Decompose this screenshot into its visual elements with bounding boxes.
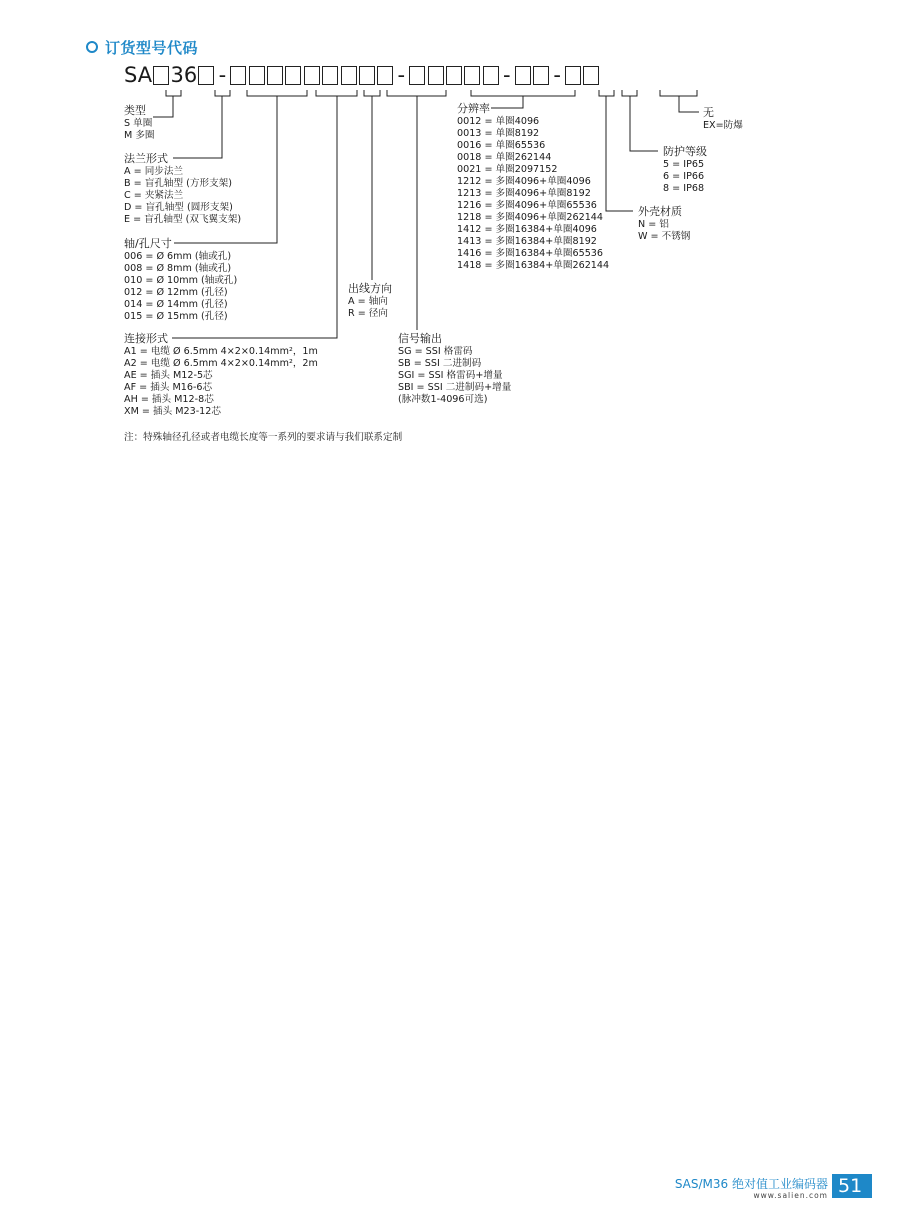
group-heading: 防护等级: [663, 145, 707, 158]
bracket-outlet: [364, 90, 380, 96]
bracket-flange: [215, 90, 230, 96]
group-item: A2 = 电缆 Ø 6.5mm 4×2×0.14mm²，2m: [124, 358, 318, 369]
group-item: 006 = Ø 6mm (轴或孔): [124, 251, 232, 262]
leader-housing: [606, 96, 633, 211]
group-item: 6 = IP66: [663, 171, 705, 182]
group-item: 1218 = 多圈4096+单圈262144: [457, 212, 604, 223]
bracket-type: [166, 90, 181, 96]
group-item: D = 盲孔轴型 (圆形支架): [124, 202, 233, 213]
group-heading: 信号输出: [398, 332, 442, 345]
group-item: N = 铝: [638, 219, 669, 230]
group-item: 012 = Ø 12mm (孔径): [124, 287, 228, 298]
group-item: A = 轴向: [348, 296, 388, 307]
group-item: 015 = Ø 15mm (孔径): [124, 311, 228, 322]
group-item: AH = 插头 M12-8芯: [124, 394, 214, 405]
group-heading: 轴/孔尺寸: [124, 237, 172, 250]
group-item: 1213 = 多圈4096+单圈8192: [457, 188, 591, 199]
group-item: A1 = 电缆 Ø 6.5mm 4×2×0.14mm²，1m: [124, 346, 318, 357]
bracket-shaft: [247, 90, 307, 96]
bracket-resolution: [471, 90, 575, 96]
group-item: 0021 = 单圈2097152: [457, 164, 558, 175]
group-item: W = 不锈钢: [638, 231, 691, 242]
group-protection: [663, 145, 707, 195]
group-item: B = 盲孔轴型 (方形支架): [124, 178, 233, 189]
group-item: 014 = Ø 14mm (孔径): [124, 299, 228, 310]
leader-protection: [630, 96, 658, 151]
code-dash: -: [553, 63, 561, 87]
group-housing: [638, 205, 690, 243]
group-heading: 法兰形式: [124, 152, 168, 165]
leader-flange: [173, 96, 222, 158]
group-item: SBI = SSI 二进制码+增量: [398, 382, 512, 393]
group-item: XM = 插头 M23-12芯: [124, 406, 221, 417]
group-heading: 类型: [124, 104, 146, 117]
group-item: AF = 插头 M16-6芯: [124, 382, 213, 393]
group-item: M 多圈: [124, 130, 155, 141]
group-item: 8 = IP68: [663, 183, 705, 194]
group-item: 1416 = 多圈16384+单圈65536: [457, 248, 604, 259]
group-heading: 出线方向: [348, 282, 392, 295]
code-prefix: SA: [124, 63, 153, 87]
group-item: R = 径向: [348, 308, 388, 319]
group-item: E = 盲孔轴型 (双飞翼支架): [124, 214, 242, 225]
group-item: 1413 = 多圈16384+单圈8192: [457, 236, 597, 247]
section-title: 订货型号代码: [105, 38, 199, 57]
group-heading: 分辨率: [457, 102, 490, 115]
footer-title: SAS/M36 绝对值工业编码器: [674, 1177, 828, 1191]
bracket-housing: [599, 90, 614, 96]
footer-url: www.salien.com: [753, 1191, 828, 1200]
group-item: S 单圈: [124, 118, 153, 129]
group-item: 0018 = 单圈262144: [457, 152, 552, 163]
bracket-signal: [387, 90, 446, 96]
group-item: 0013 = 单圈8192: [457, 128, 540, 139]
page-number: 51: [832, 1174, 872, 1198]
code-dash: -: [397, 63, 406, 87]
group-flange: [124, 152, 241, 226]
group-item: 0016 = 单圈65536: [457, 140, 546, 151]
group-signal: [398, 332, 511, 406]
group-heading: 连接形式: [124, 332, 168, 345]
footnote: 注：特殊轴径孔径或者电缆长度等一系列的要求请与我们联系定制: [124, 432, 403, 443]
leader-explosion: [679, 96, 699, 112]
group-item: 1212 = 多圈4096+单圈4096: [457, 176, 591, 187]
group-item: SG = SSI 格雷码: [398, 346, 473, 357]
code-dash: -: [218, 63, 227, 87]
group-item: 0012 = 单圈4096: [457, 116, 540, 127]
group-resolution: [457, 102, 609, 272]
bracket-connection: [316, 90, 357, 96]
bracket-protection: [622, 90, 637, 96]
group-explosion: [703, 106, 743, 132]
group-connection: [124, 332, 318, 418]
group-item: 1412 = 多圈16384+单圈4096: [457, 224, 597, 235]
group-heading: 外壳材质: [638, 205, 682, 218]
group-item: SGI = SSI 格雷码+增量: [398, 370, 503, 381]
group-item: 1216 = 多圈4096+单圈65536: [457, 200, 597, 211]
code-dash: -: [502, 63, 511, 87]
group-outlet: [348, 282, 392, 320]
group-item: A = 同步法兰: [124, 166, 184, 177]
group-type: [124, 104, 155, 142]
group-heading: 无: [703, 106, 714, 119]
group-item: 010 = Ø 10mm (轴或孔): [124, 275, 238, 286]
group-shaft: [124, 237, 237, 323]
group-item: 5 = IP65: [663, 159, 705, 170]
group-item: 1418 = 多圈16384+单圈262144: [457, 260, 610, 271]
code-size: 36: [170, 63, 198, 87]
group-item: C = 夹紧法兰: [124, 190, 184, 201]
group-item: (脉冲数1-4096可选): [398, 394, 488, 405]
page-footer: [675, 1177, 828, 1200]
group-item: SB = SSI 二进制码: [398, 358, 482, 369]
group-item: EX=防爆: [703, 120, 743, 131]
leader-type: [153, 96, 173, 117]
group-item: 008 = Ø 8mm (轴或孔): [124, 263, 232, 274]
group-item: AE = 插头 M12-5芯: [124, 370, 213, 381]
bracket-explosion: [660, 90, 697, 96]
